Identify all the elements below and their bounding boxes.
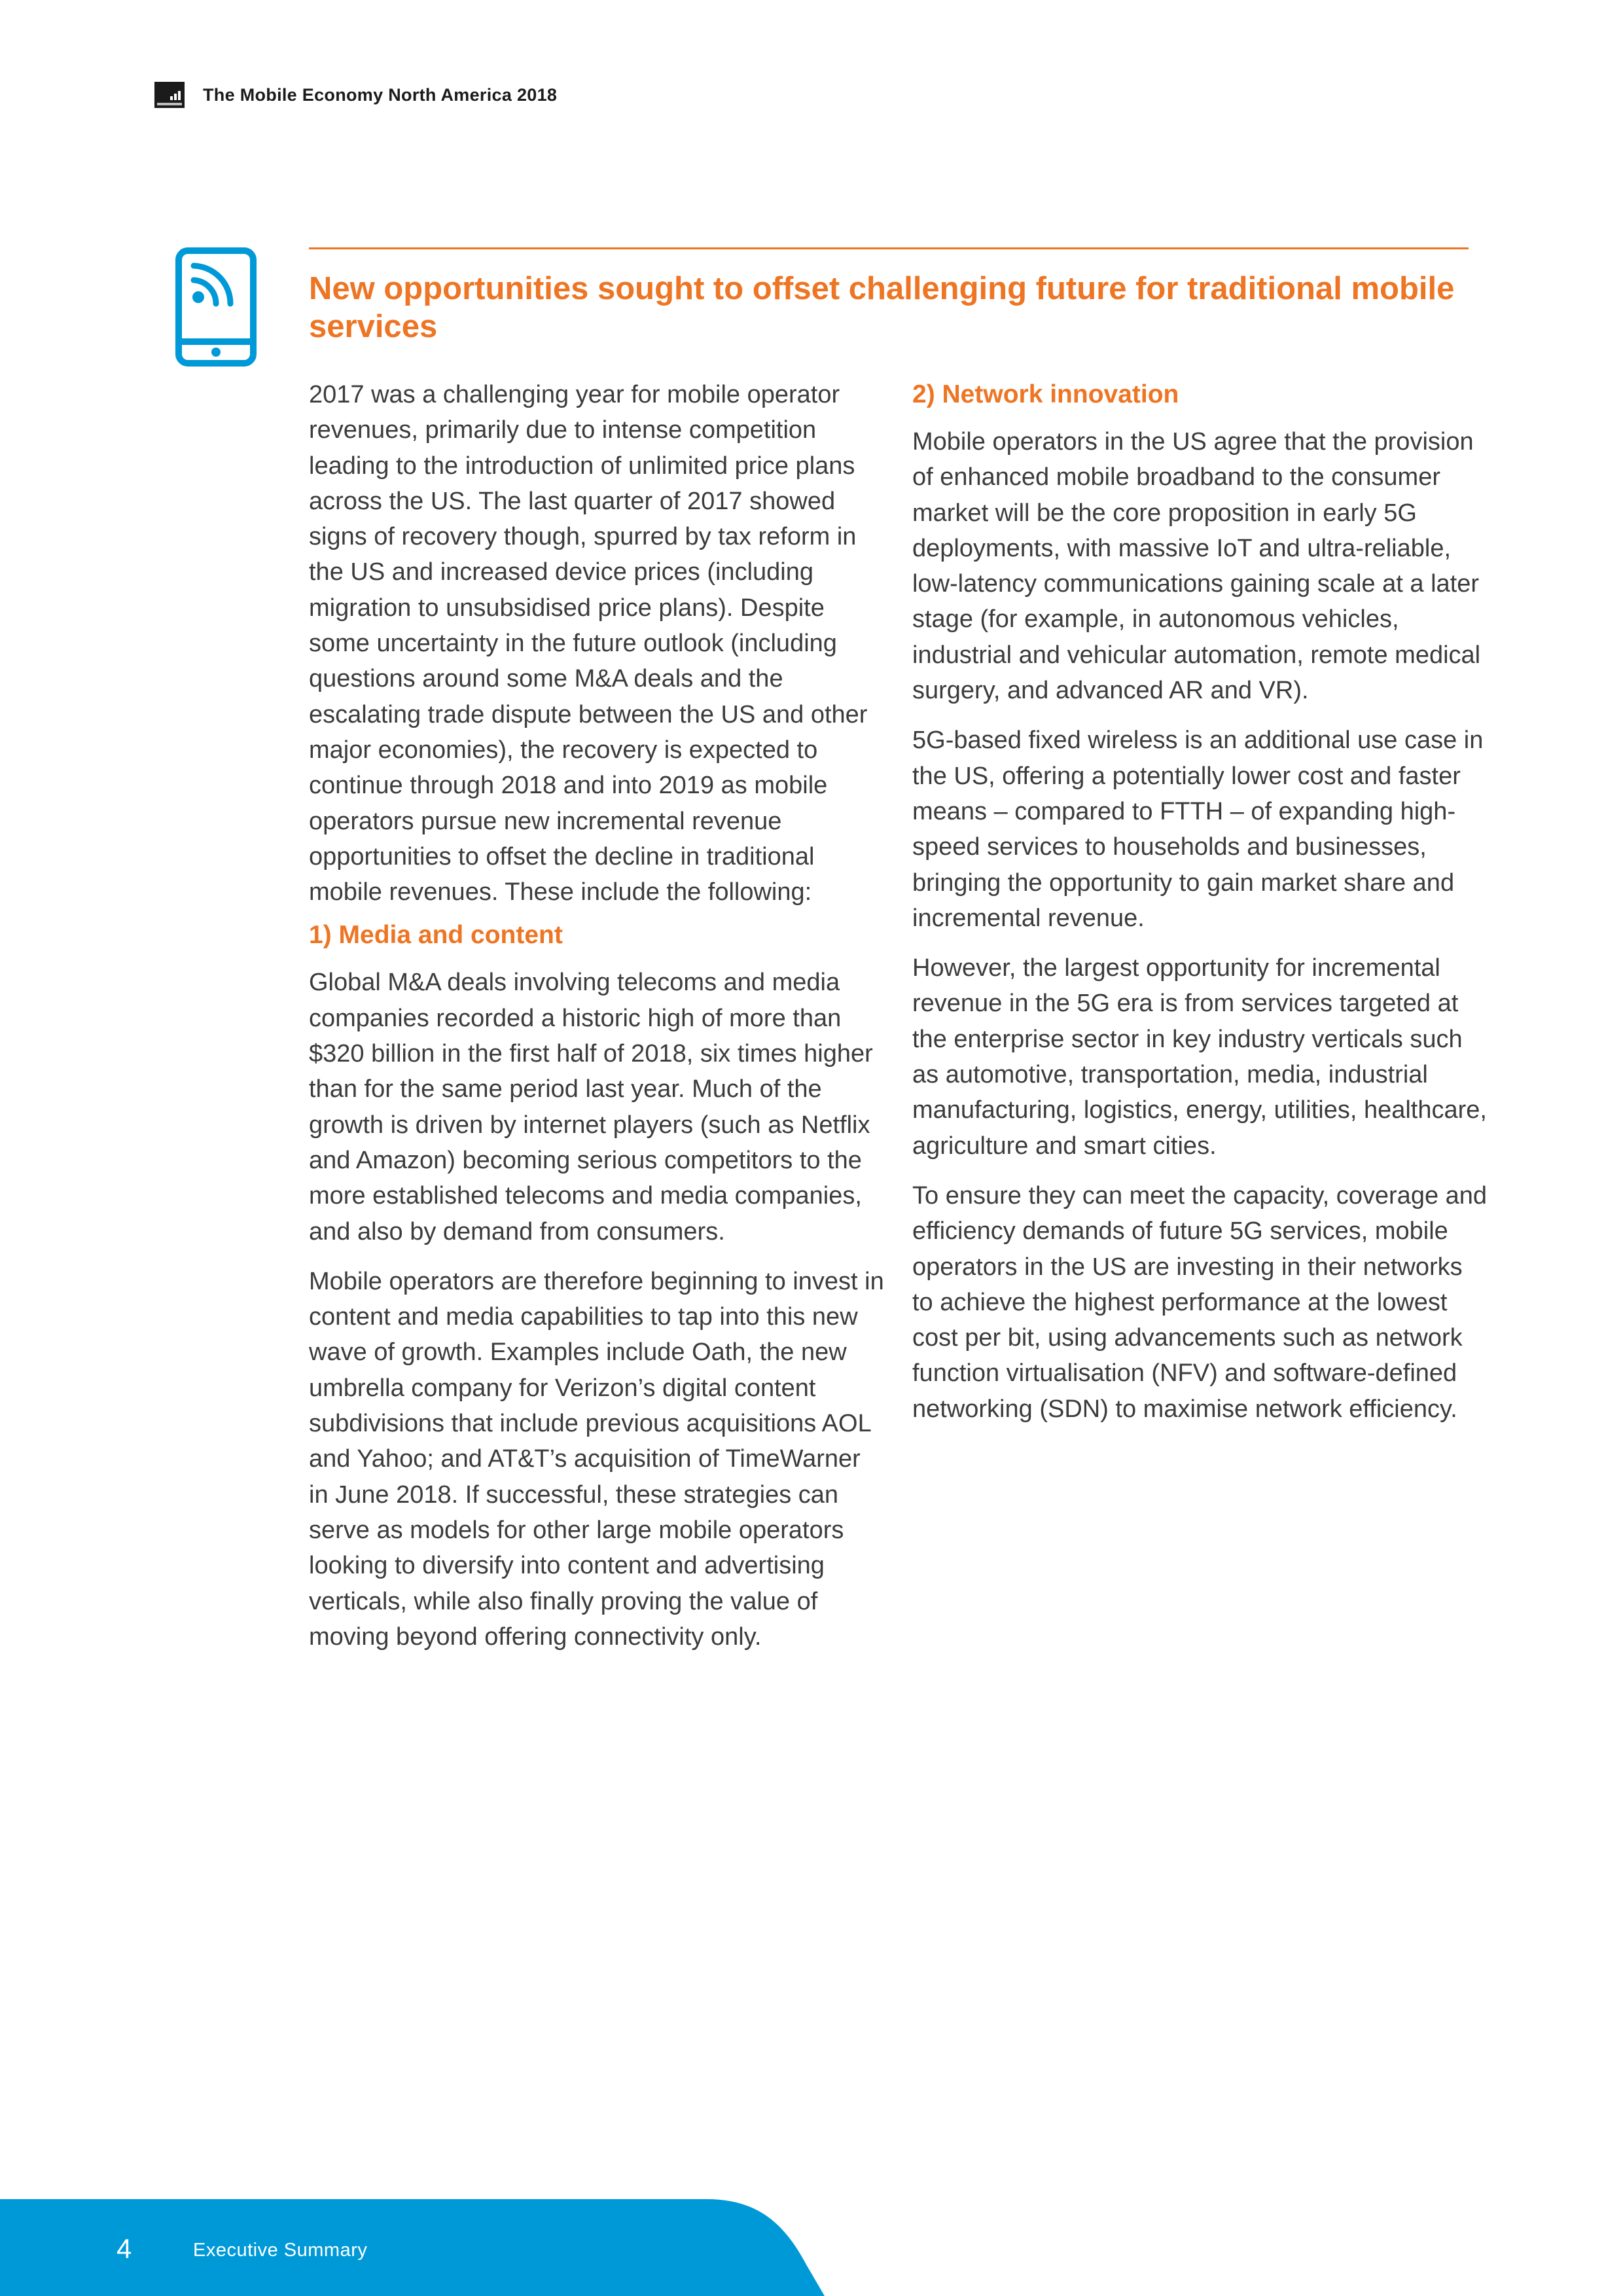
network-paragraph-2: 5G-based fixed wireless is an additional use case in the US, offering a potentially lower cost and faster means – compared to FTTH – of expanding high-speed services to households and businesses, bringing the opportunity to gain market share and incremental revenue.	[912, 726, 1484, 932]
document-title: The Mobile Economy North America 2018	[203, 84, 558, 105]
network-paragraph-3: However, the largest opportunity for incremental revenue in the 5G era is from services targeted at the enterprise sector in key industry verticals such as automotive, transportation, media, industrial manufacturing, logistics, energy, utilities, healthcare, agriculture and smart cities.	[912, 954, 1487, 1160]
section-title: New opportunities sought to offset challenging future for traditional mobile services	[309, 271, 1455, 344]
left-column	[309, 377, 885, 1669]
heading-media-content: 1) Media and content	[309, 921, 563, 950]
page-number: 4	[116, 2233, 132, 2264]
page-header	[154, 81, 557, 109]
heading-network-innovation: 2) Network innovation	[912, 380, 1179, 408]
network-paragraph-4: To ensure they can meet the capacity, coverage and efficiency demands of future 5G services, mobile operators in the US are investing in their networks to achieve the highest performance at the lowest cost per bit, using advancements such as network function virtualisation (NFV) and software-defined networking (SDN) to maximise network efficiency.	[912, 1181, 1488, 1423]
mobile-signal-icon	[175, 247, 257, 367]
media-paragraph-1: Global M&A deals involving telecoms and media companies recorded a historic high of more than $320 billion in the first half of 2018, six times higher than for the same period last year. Much of the growth is driven by internet players (such as Netflix and Amazon) becoming serious competitors to the more established telecoms and media companies, and also by demand from consumers.	[309, 969, 873, 1246]
media-paragraph-2: Mobile operators are therefore beginning to invest in content and media capabilities to tap into this new wave of growth. Examples include Oath, the new umbrella company for Verizon’s digital content subdivisions that include previous acquisitions AOL and Yahoo; and AT&T’s acquisition of TimeWarner in June 2018. If successful, these strategies can serve as models for other large mobile operators looking to diversify into content and advertising verticals, while also finally proving the value of moving beyond offering connectivity only.	[309, 1267, 884, 1651]
right-column	[912, 377, 1488, 1441]
section-divider	[309, 247, 1469, 249]
network-paragraph-1: Mobile operators in the US agree that the provision of enhanced mobile broadband to the consumer market will be the core proposition in early 5G deployments, with massive IoT and ultra-reliable, low-latency communications gaining scale at a later stage (for example, in autonomous vehicles, industrial and vehicular automation, remote medical surgery, and advanced AR and VR).	[912, 428, 1481, 705]
footer-section-name: Executive Summary	[193, 2240, 368, 2261]
gsma-logo	[154, 82, 185, 108]
intro-paragraph: 2017 was a challenging year for mobile operator revenues, primarily due to intense competition leading to the introduction of unlimited price plans across the US. The last quarter of 2017 showed signs of recovery though, spurred by tax reform in the US and increased device prices (including migration to unsubsidised price plans). Despite some uncertainty in the future outlook (including questions around some M&A deals and the escalating trade dispute between the US and other major economies), the recovery is expected to continue through 2018 and into 2019 as mobile operators pursue new incremental revenue opportunities to offset the decline in traditional mobile revenues. These include the following:	[309, 381, 868, 906]
